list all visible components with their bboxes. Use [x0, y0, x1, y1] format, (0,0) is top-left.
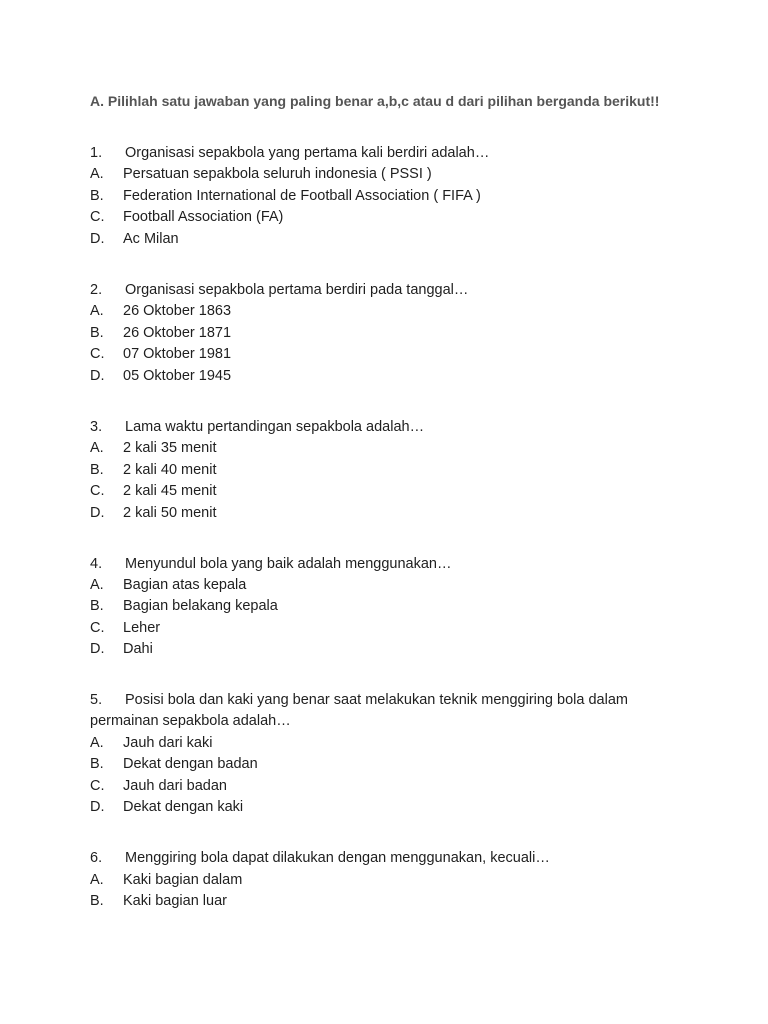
option-1d — [90, 229, 179, 250]
question-number: 1. — [90, 145, 103, 161]
option-letter: C. — [90, 483, 105, 499]
option-letter: C. — [90, 209, 105, 225]
option-letter: B. — [90, 188, 104, 204]
question-number: 4. — [90, 556, 103, 572]
question-number: 2. — [90, 282, 103, 298]
option-2b — [90, 323, 231, 344]
option-3b — [90, 460, 217, 481]
option-text: Dekat dengan badan — [123, 756, 258, 772]
option-2a — [90, 301, 231, 322]
option-letter: B. — [90, 756, 104, 772]
option-text: Persatuan sepakbola seluruh indonesia ( PSSI ) — [123, 166, 432, 182]
option-text: Dekat dengan kaki — [123, 799, 244, 815]
option-text: Football Association (FA) — [123, 209, 284, 225]
option-2d — [90, 366, 231, 387]
option-4c — [90, 618, 160, 639]
option-letter: A. — [90, 303, 104, 319]
question-3 — [90, 417, 424, 438]
option-letter: B. — [90, 893, 104, 909]
option-letter: A. — [90, 440, 104, 456]
option-letter: B. — [90, 598, 104, 614]
question-5-continuation: permainan sepakbola adalah… — [90, 713, 291, 729]
option-letter: A. — [90, 166, 104, 182]
option-text: Kaki bagian dalam — [123, 872, 243, 888]
option-6a — [90, 870, 242, 891]
question-text: Organisasi sepakbola pertama berdiri pada tanggal… — [125, 282, 469, 298]
option-text: Leher — [123, 620, 161, 636]
question-text: Menyundul bola yang baik adalah menggunakan… — [125, 556, 452, 572]
option-text: Kaki bagian luar — [123, 893, 227, 909]
instruction-heading: A. Pilihlah satu jawaban yang paling benar a,b,c atau d dari pilihan berganda berikut!! — [90, 93, 660, 109]
option-letter: D. — [90, 505, 105, 521]
option-3c — [90, 481, 217, 502]
option-text: Bagian belakang kepala — [123, 598, 278, 614]
option-4a — [90, 575, 246, 596]
question-text: Lama waktu pertandingan sepakbola adalah… — [125, 419, 425, 435]
option-4b — [90, 596, 278, 617]
option-6b — [90, 891, 227, 912]
option-text: 2 kali 35 menit — [123, 440, 217, 456]
question-4 — [90, 554, 451, 575]
option-text: 2 kali 50 menit — [123, 505, 217, 521]
option-text: Bagian atas kepala — [123, 577, 247, 593]
option-text: Ac Milan — [123, 231, 179, 247]
option-3a — [90, 438, 217, 459]
option-letter: D. — [90, 231, 105, 247]
option-letter: D. — [90, 641, 105, 657]
option-letter: A. — [90, 735, 104, 751]
option-1a — [90, 164, 432, 185]
option-text: 2 kali 45 menit — [123, 483, 217, 499]
option-text: 07 Oktober 1981 — [123, 346, 232, 362]
option-1b — [90, 186, 481, 207]
option-5d — [90, 797, 243, 818]
option-5a — [90, 733, 212, 754]
question-text: Posisi bola dan kaki yang benar saat melakukan teknik menggiring bola dalam — [125, 692, 628, 708]
question-number: 5. — [90, 692, 103, 708]
option-5c — [90, 776, 227, 797]
question-5 — [90, 690, 628, 711]
option-letter: B. — [90, 462, 104, 478]
option-letter: A. — [90, 872, 104, 888]
option-text: 26 Oktober 1871 — [123, 325, 232, 341]
question-text: Menggiring bola dapat dilakukan dengan menggunakan, kecuali… — [125, 850, 550, 866]
question-number: 6. — [90, 850, 103, 866]
option-text: 05 Oktober 1945 — [123, 368, 232, 384]
option-letter: B. — [90, 325, 104, 341]
question-2 — [90, 280, 468, 301]
option-text: Jauh dari badan — [123, 778, 227, 794]
question-1 — [90, 143, 489, 164]
option-2c — [90, 344, 231, 365]
question-text: Organisasi sepakbola yang pertama kali berdiri adalah… — [125, 145, 490, 161]
option-letter: C. — [90, 346, 105, 362]
option-text: Dahi — [123, 641, 153, 657]
option-text: Federation International de Football Association ( FIFA ) — [123, 188, 481, 204]
option-letter: D. — [90, 368, 105, 384]
option-text: 26 Oktober 1863 — [123, 303, 232, 319]
option-text: 2 kali 40 menit — [123, 462, 217, 478]
option-text: Jauh dari kaki — [123, 735, 213, 751]
option-letter: C. — [90, 778, 105, 794]
option-letter: C. — [90, 620, 105, 636]
option-letter: A. — [90, 577, 104, 593]
option-5b — [90, 754, 258, 775]
option-letter: D. — [90, 799, 105, 815]
option-1c — [90, 207, 283, 228]
question-number: 3. — [90, 419, 103, 435]
option-4d — [90, 639, 153, 660]
option-3d — [90, 503, 217, 524]
question-6 — [90, 848, 550, 869]
